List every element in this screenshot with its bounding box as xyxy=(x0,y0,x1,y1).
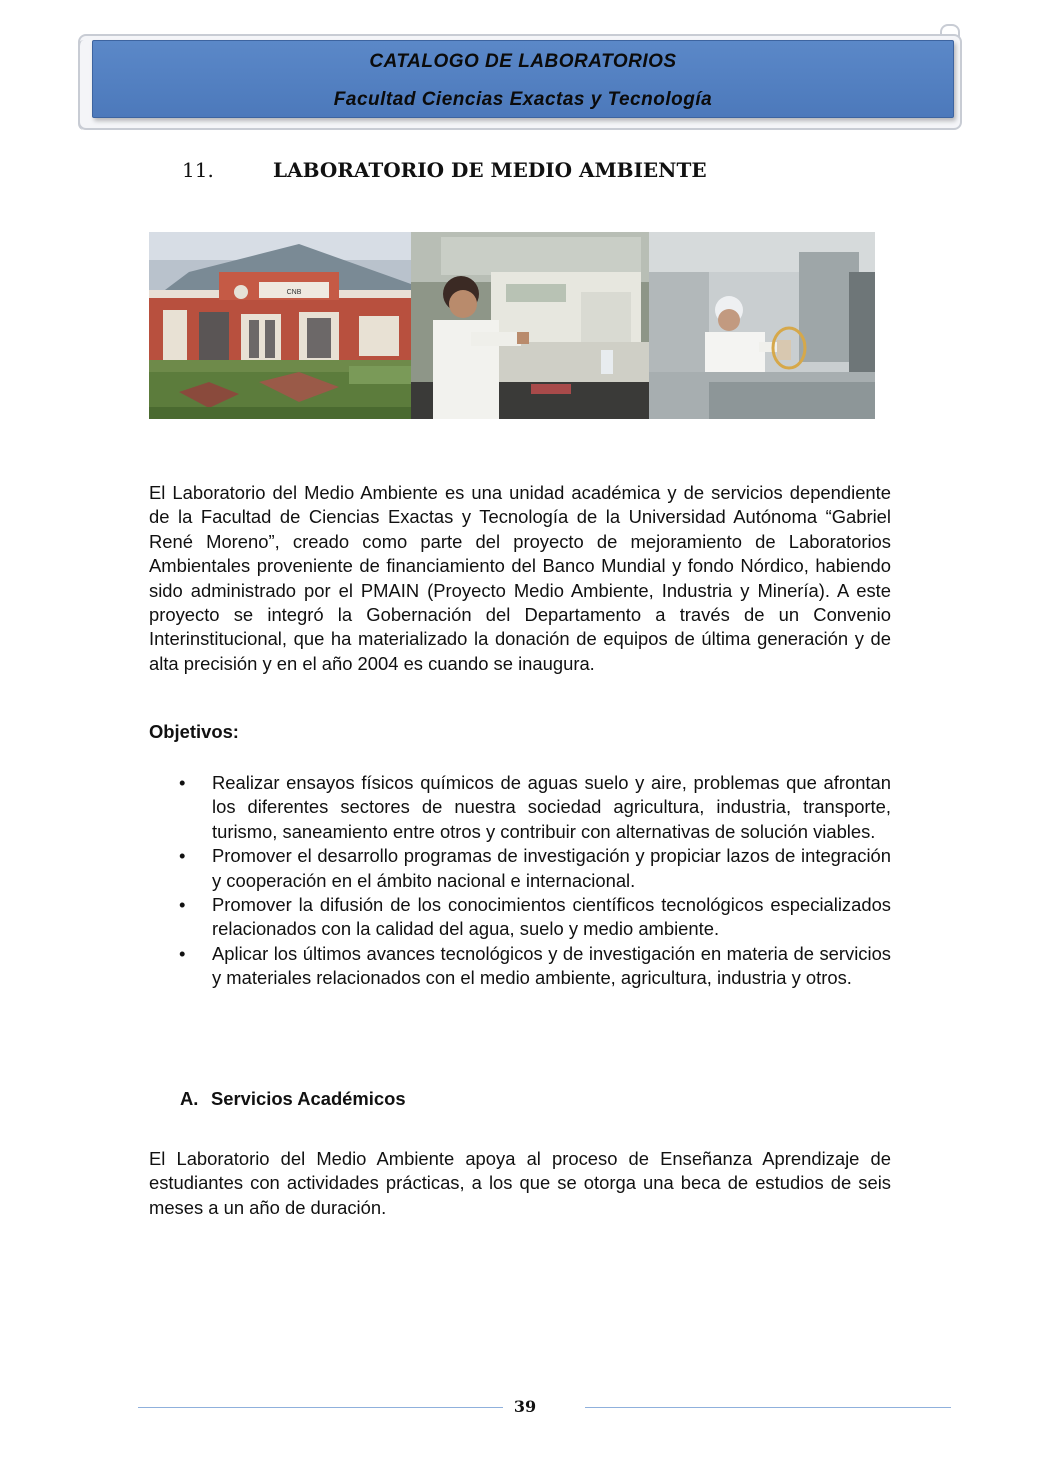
footer-rule-left xyxy=(138,1407,503,1408)
photo-strip xyxy=(149,232,875,419)
objectives-list xyxy=(149,771,891,991)
bullet-icon: • xyxy=(179,772,186,793)
section-title: LABORATORIO DE MEDIO AMBIENTE xyxy=(273,158,707,182)
objective-text: Aplicar los últimos avances tecnológicos y de investigación en materia de servicios y materiales relacionados con el medio ambiente, agricultura, industria y otros. xyxy=(212,942,891,989)
banner-scroll-edge xyxy=(78,40,90,130)
services-heading xyxy=(180,1088,406,1110)
catalog-title: CATALOGO DE LABORATORIOS xyxy=(369,51,677,72)
header-banner xyxy=(92,40,954,118)
footer-rule-right xyxy=(585,1407,951,1408)
objective-item xyxy=(149,771,891,844)
objective-text: Realizar ensayos físicos químicos de aguas suelo y aire, problemas que afrontan los diferentes sectores de nuestra sociedad agricultura, industria, transporte, turismo, saneamiento entre otros y contribuir con alternativas de solución viables. xyxy=(212,772,891,842)
objectives-heading: Objetivos: xyxy=(149,721,239,742)
objective-item xyxy=(149,893,891,942)
services-letter: A. xyxy=(180,1088,199,1109)
section-number: 11. xyxy=(182,158,214,182)
objective-item xyxy=(149,844,891,893)
bullet-icon: • xyxy=(179,845,186,867)
intro-paragraph: El Laboratorio del Medio Ambiente es una unidad académica y de servicios dependiente de la Facultad de Ciencias Exactas y Tecnología de la Universidad Autónoma “Gabriel René Moreno”, creado como parte del proyecto de mejoramiento de Laboratorios Ambientales proveniente de financiamiento del Banco Mundial y fondo Nórdico, habiendo sido administrado por el PMAIN (Proyecto Medio Ambiente, Industria y Minería). A este proyecto se integró la Gobernación del Departamento a través de un Convenio Interinstitucional, que ha materializado la donación de equipos de última generación y de alta precisión y en el año 2004 es cuando se inaugura. xyxy=(149,482,891,674)
building-sign-text: CNB xyxy=(286,289,302,296)
objective-text: Promover el desarrollo programas de investigación y propiciar lazos de integración y cooperación en el ámbito nacional e internacional. xyxy=(212,845,891,891)
lab-hood-photo xyxy=(649,232,875,419)
objective-text: Promover la difusión de los conocimientos científicos tecnológicos especializados relacionados con la calidad del agua, suelo y medio ambiente. xyxy=(212,894,891,940)
services-title: Servicios Académicos xyxy=(211,1088,406,1109)
bullet-icon: • xyxy=(179,942,186,964)
services-paragraph: El Laboratorio del Medio Ambiente apoya al proceso de Enseñanza Aprendizaje de estudiantes con actividades prácticas, a los que se otorga una beca de estudios de seis meses a un año de duración. xyxy=(149,1148,891,1218)
faculty-subtitle: Facultad Ciencias Exactas y Tecnología xyxy=(333,89,713,110)
lab-equipment-photo xyxy=(411,232,649,419)
page-number: 39 xyxy=(513,1397,537,1416)
objective-item xyxy=(149,942,891,991)
bullet-icon: • xyxy=(179,894,186,916)
building-photo xyxy=(149,232,411,419)
